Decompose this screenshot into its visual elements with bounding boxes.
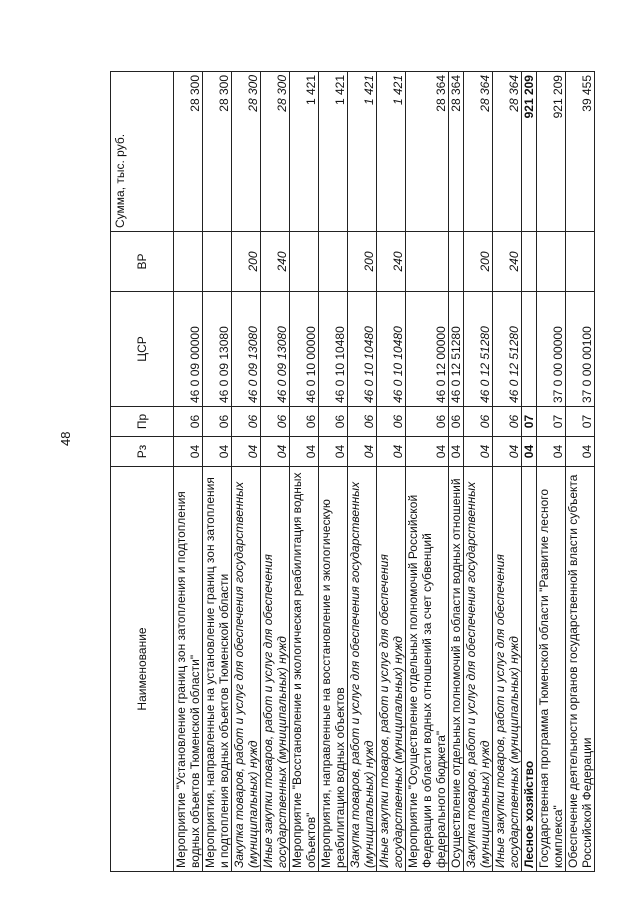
table-row: [174, 72, 203, 872]
table-row: [348, 72, 377, 872]
cell-name: Иные закупки товаров, работ и услуг для обеспечения государственных (муниципальных) нужд: [377, 467, 406, 872]
cell-sum: 1 421: [348, 72, 377, 232]
cell-sum: 1 421: [377, 72, 406, 232]
rotated-budget-table: [110, 72, 594, 872]
cell-rz: 04: [566, 437, 595, 467]
cell-sum: 28 364: [493, 72, 522, 232]
cell-pr: 07: [537, 407, 566, 437]
table-header-row: [111, 72, 174, 872]
cell-rz: 04: [522, 437, 537, 467]
cell-name: Закупка товаров, работ и услуг для обеспечения государственных (муниципальных) нужд: [348, 467, 377, 872]
table-row: [537, 72, 566, 872]
table-row: [522, 72, 537, 872]
cell-pr: 06: [174, 407, 203, 437]
cell-csr: 37 0 00 00000: [537, 292, 566, 407]
cell-name: Лесное хозяйство: [522, 467, 537, 872]
cell-pr: 06: [377, 407, 406, 437]
cell-csr: [522, 292, 537, 407]
cell-csr: 46 0 12 51280: [449, 292, 464, 407]
header-rz: Рз: [111, 437, 174, 467]
cell-rz: 04: [464, 437, 493, 467]
cell-csr: 46 0 10 10480: [377, 292, 406, 407]
cell-pr: 06: [261, 407, 290, 437]
cell-vr: 200: [232, 232, 261, 292]
cell-name: Мероприятие "Осуществление отдельных полномочий Российской Федерации в области водных отношений за счет субвенций федерального бюджета": [406, 467, 449, 872]
cell-sum: 921 209: [537, 72, 566, 232]
cell-sum: 28 364: [464, 72, 493, 232]
cell-csr: 46 0 09 00000: [174, 292, 203, 407]
header-name: Наименование: [111, 467, 174, 872]
cell-pr: 06: [406, 407, 449, 437]
cell-csr: 46 0 12 00000: [406, 292, 449, 407]
cell-sum: 28 300: [261, 72, 290, 232]
cell-rz: 04: [377, 437, 406, 467]
cell-csr: 46 0 12 51280: [464, 292, 493, 407]
cell-rz: 04: [493, 437, 522, 467]
cell-sum: 28 300: [232, 72, 261, 232]
cell-vr: 200: [464, 232, 493, 292]
cell-rz: 04: [449, 437, 464, 467]
cell-rz: 04: [348, 437, 377, 467]
cell-pr: 06: [449, 407, 464, 437]
table-row: [290, 72, 319, 872]
cell-csr: 46 0 09 13080: [203, 292, 232, 407]
cell-vr: [174, 232, 203, 292]
table-row: [232, 72, 261, 872]
cell-name: Государственная программа Тюменской области "Развитие лесного комплекса": [537, 467, 566, 872]
cell-name: Закупка товаров, работ и услуг для обеспечения государственных (муниципальных) нужд: [232, 467, 261, 872]
cell-rz: 04: [406, 437, 449, 467]
cell-name: Иные закупки товаров, работ и услуг для обеспечения государственных (муниципальных) нужд: [493, 467, 522, 872]
cell-sum: 28 364: [406, 72, 449, 232]
cell-csr: 46 0 09 13080: [232, 292, 261, 407]
cell-vr: [449, 232, 464, 292]
table-row: [493, 72, 522, 872]
table-row: [449, 72, 464, 872]
cell-name: Мероприятия, направленные на восстановление и экологическую реабилитацию водных объектов: [319, 467, 348, 872]
cell-vr: 240: [377, 232, 406, 292]
cell-name: Осуществление отдельных полномочий в области водных отношений: [449, 467, 464, 872]
cell-name: Мероприятие "Установление границ зон затопления и подтопления водных объектов Тюменской области": [174, 467, 203, 872]
cell-vr: 240: [493, 232, 522, 292]
cell-pr: 06: [319, 407, 348, 437]
cell-rz: 04: [203, 437, 232, 467]
cell-vr: [537, 232, 566, 292]
cell-pr: 06: [464, 407, 493, 437]
header-csr: ЦСР: [111, 292, 174, 407]
header-sum: Сумма, тыс. руб.: [111, 72, 174, 232]
cell-csr: 46 0 09 13080: [261, 292, 290, 407]
cell-csr: 46 0 10 00000: [290, 292, 319, 407]
cell-name: Иные закупки товаров, работ и услуг для обеспечения государственных (муниципальных) нужд: [261, 467, 290, 872]
table-body: [174, 72, 595, 872]
cell-name: Мероприятия, направленные на установление границ зон затопления и подтопления водных объектов Тюменской области: [203, 467, 232, 872]
cell-vr: [203, 232, 232, 292]
cell-vr: [406, 232, 449, 292]
cell-sum: 921 209: [522, 72, 537, 232]
cell-csr: 46 0 10 10480: [319, 292, 348, 407]
cell-pr: 07: [522, 407, 537, 437]
cell-name: Мероприятие "Восстановление и экологическая реабилитация водных объектов": [290, 467, 319, 872]
cell-rz: 04: [537, 437, 566, 467]
cell-sum: 28 300: [174, 72, 203, 232]
cell-rz: 04: [319, 437, 348, 467]
cell-sum: 28 364: [449, 72, 464, 232]
table-row: [464, 72, 493, 872]
table-row: [377, 72, 406, 872]
table-row: [319, 72, 348, 872]
budget-table: [110, 71, 595, 872]
table-row: [203, 72, 232, 872]
table-row: [261, 72, 290, 872]
cell-csr: 37 0 00 00100: [566, 292, 595, 407]
table-row: [566, 72, 595, 872]
cell-rz: 04: [232, 437, 261, 467]
cell-name: Обеспечение деятельности органов государственной власти субъекта Российской Федерации: [566, 467, 595, 872]
cell-vr: [290, 232, 319, 292]
cell-csr: 46 0 12 51280: [493, 292, 522, 407]
cell-rz: 04: [261, 437, 290, 467]
cell-rz: 04: [174, 437, 203, 467]
cell-csr: 46 0 10 10480: [348, 292, 377, 407]
header-vr: ВР: [111, 232, 174, 292]
cell-vr: 240: [261, 232, 290, 292]
cell-name: Закупка товаров, работ и услуг для обеспечения государственных (муниципальных) нужд: [464, 467, 493, 872]
cell-sum: 1 421: [319, 72, 348, 232]
cell-rz: 04: [290, 437, 319, 467]
cell-pr: 06: [348, 407, 377, 437]
cell-vr: [522, 232, 537, 292]
table-row: [406, 72, 449, 872]
cell-pr: 06: [203, 407, 232, 437]
cell-sum: 39 455: [566, 72, 595, 232]
cell-vr: 200: [348, 232, 377, 292]
cell-pr: 07: [566, 407, 595, 437]
cell-vr: [319, 232, 348, 292]
cell-vr: [566, 232, 595, 292]
cell-sum: 28 300: [203, 72, 232, 232]
cell-sum: 1 421: [290, 72, 319, 232]
cell-pr: 06: [493, 407, 522, 437]
page-number: 48: [58, 431, 73, 446]
header-pr: Пр: [111, 407, 174, 437]
cell-pr: 06: [290, 407, 319, 437]
cell-pr: 06: [232, 407, 261, 437]
